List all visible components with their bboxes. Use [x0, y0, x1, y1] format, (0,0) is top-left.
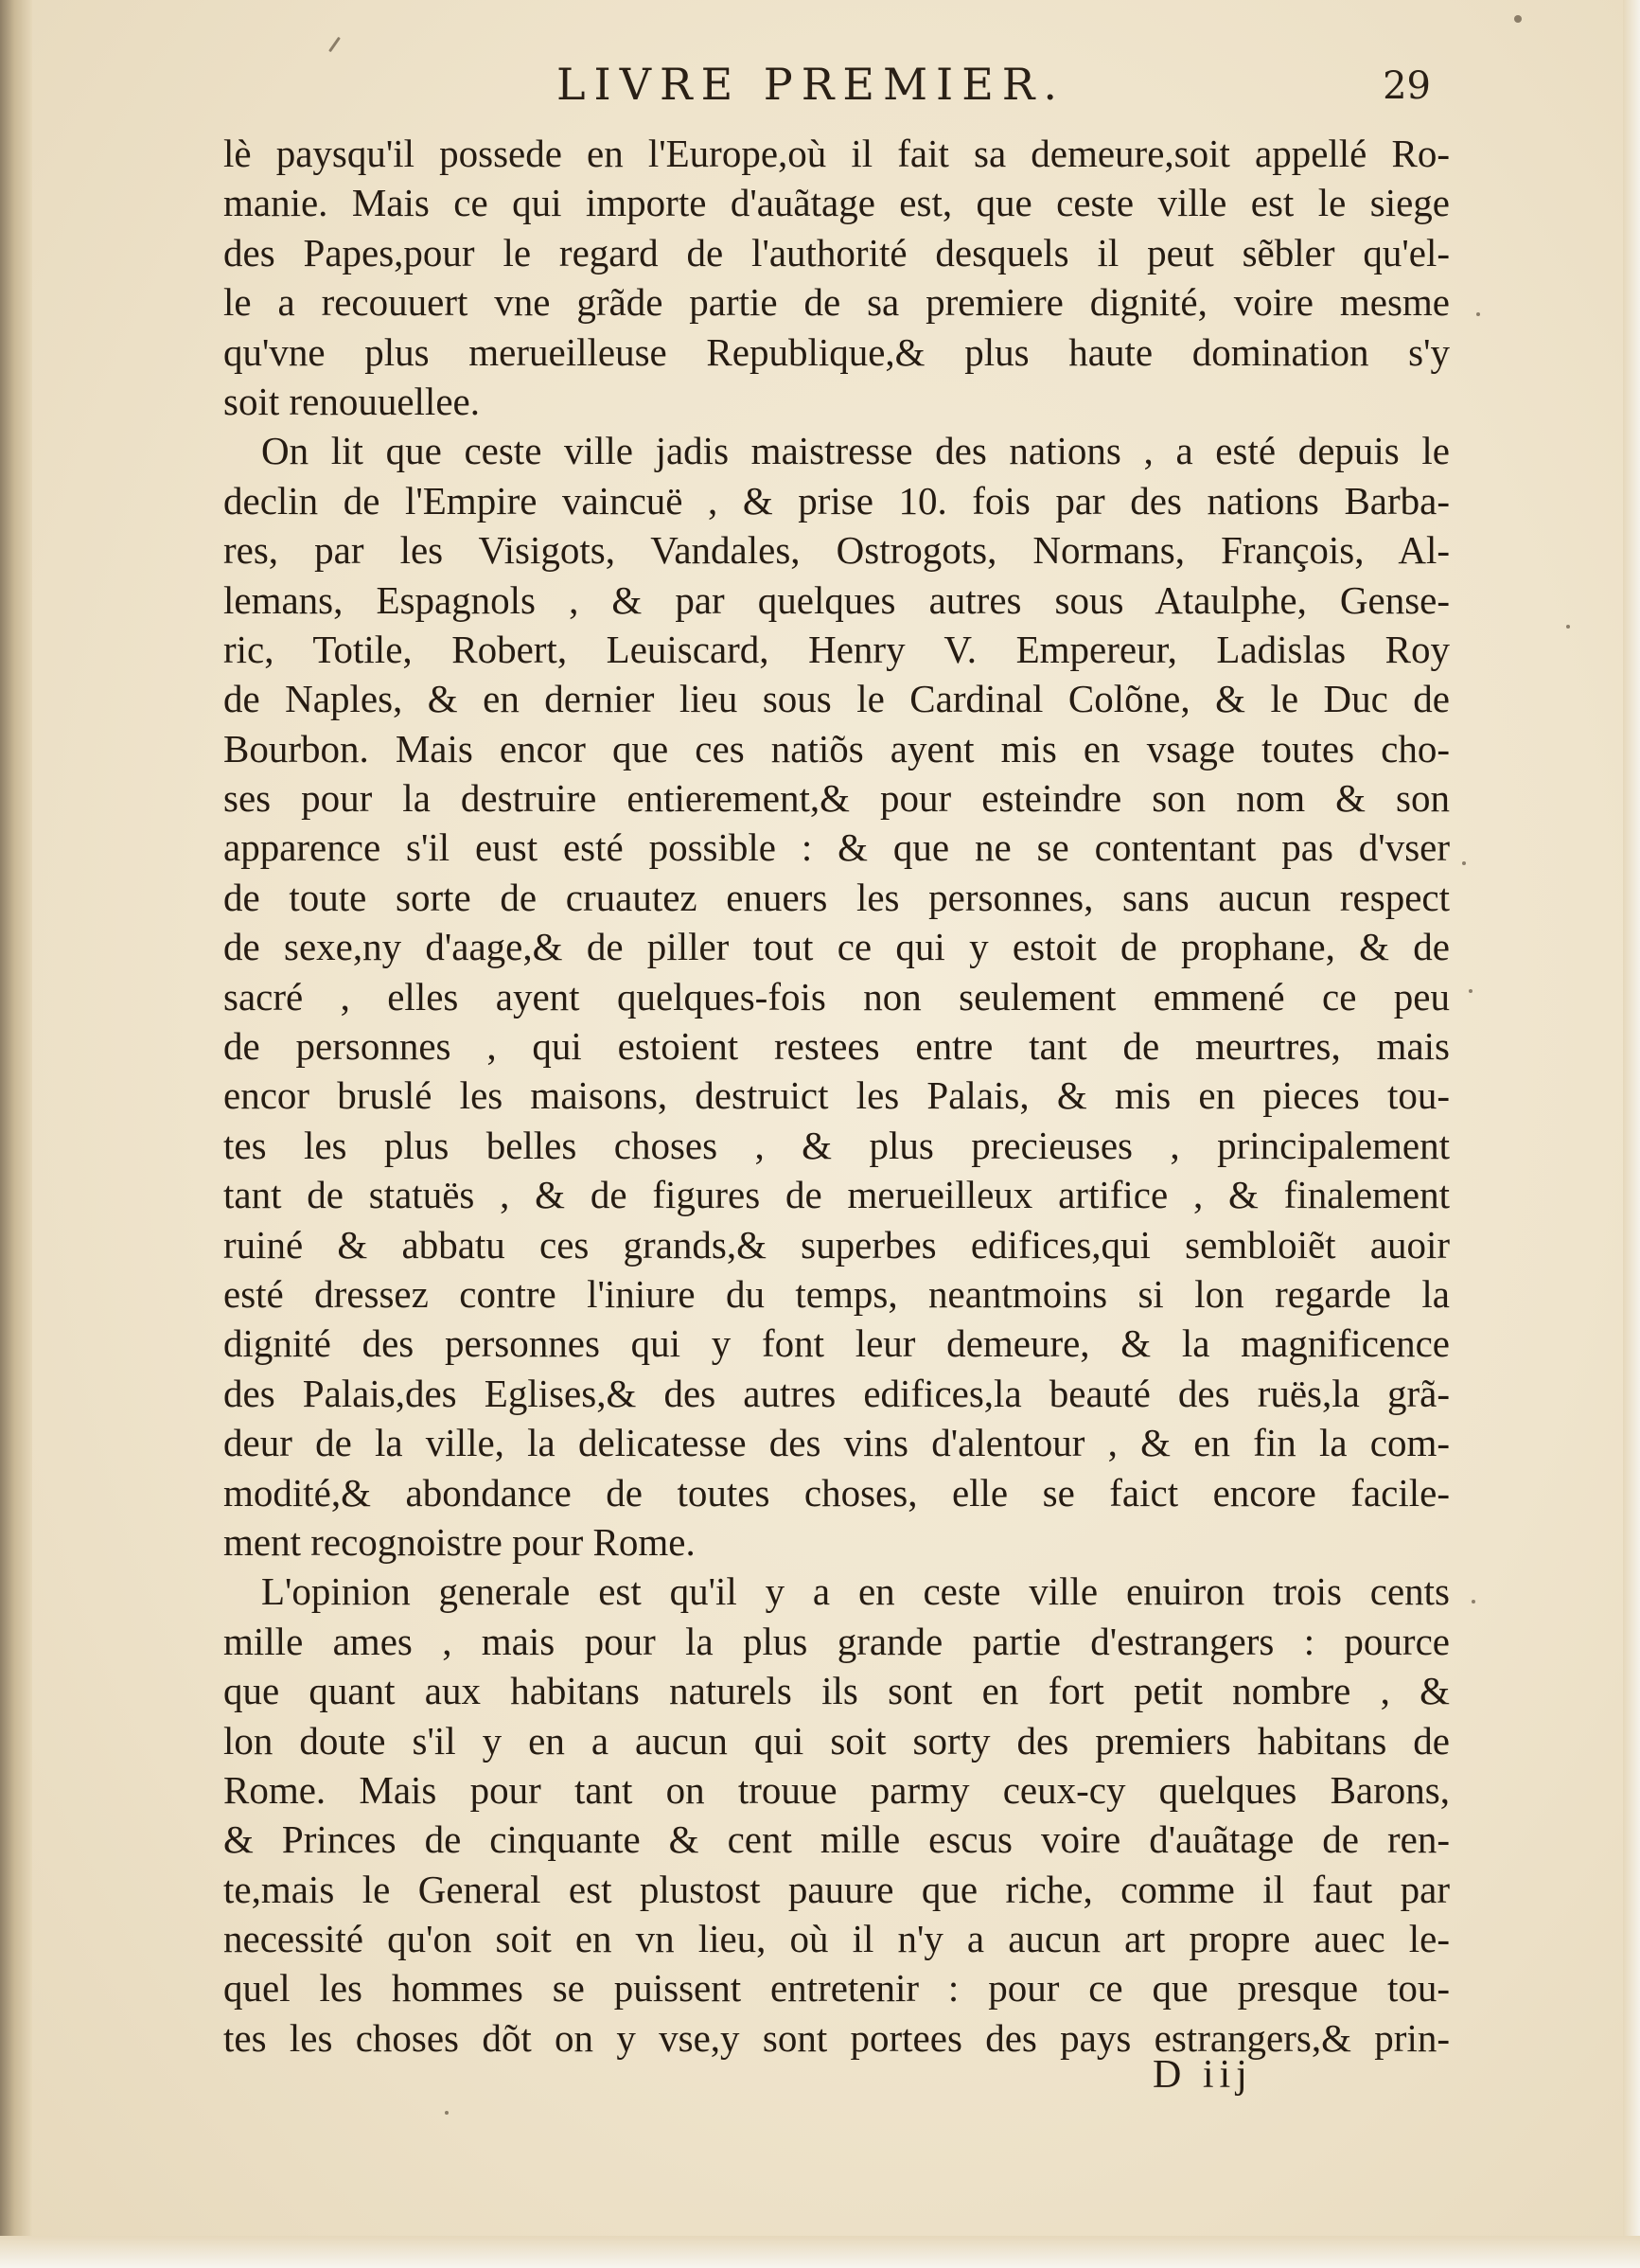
binding-gutter	[0, 0, 32, 2268]
signature-mark: D iij	[1153, 2053, 1253, 2097]
running-title: LIVRE PREMIER.	[556, 59, 1067, 110]
text-line: tes les choses dõt on y vse,y sont portees des pays estrangers,& prin-	[223, 2015, 1450, 2060]
text-line: res, par les Visigots, Vandales, Ostrogots, Normans, François, Al-	[223, 528, 1450, 573]
paragraph-start-line: L'opinion generale est qu'il y a en ceste ville enuiron trois cents	[261, 1569, 1450, 1614]
text-line: lon doute s'il y en a aucun qui soit sorty des premiers habitans de	[223, 1718, 1450, 1763]
text-line: qu'vne plus merueilleuse Republique,& plus haute domination s'y	[223, 329, 1450, 374]
text-line: mille ames , mais pour la plus grande partie d'estrangers : pource	[223, 1619, 1450, 1663]
text-line: declin de l'Empire vaincuë , & prise 10. fois par des nations Barba-	[223, 478, 1450, 523]
text-line: encor bruslé les maisons, destruict les Palais, & mis en pieces tou-	[223, 1073, 1450, 1118]
text-line: ruiné & abbatu ces grands,& superbes edifices,qui sembloiẽt auoir	[223, 1222, 1450, 1267]
page-bottom-edge	[0, 2236, 1640, 2268]
body-text	[223, 129, 1450, 2063]
text-line: Rome. Mais pour tant on trouue parmy ceux-cy quelques Barons,	[223, 1767, 1450, 1812]
text-line: tes les plus belles choses , & plus precieuses , principalement	[223, 1123, 1450, 1167]
text-line: lè paysqu'il possede en l'Europe,où il fait sa demeure,soit appellé Ro-	[223, 132, 1450, 175]
text-line: ric, Totile, Robert, Leuiscard, Henry V. Empereur, Ladislas Roy	[223, 627, 1450, 671]
text-line: quel les hommes se puissent entretenir : pour ce que presque tou-	[223, 1966, 1450, 2011]
text-line: & Princes de cinquante & cent mille escus voire d'auãtage de ren-	[223, 1817, 1450, 1862]
text-line: de sexe,ny d'aage,& de piller tout ce qui y estoit de prophane, & de	[223, 925, 1450, 969]
text-line: apparence s'il eust esté possible : & que ne se contentant pas d'vser	[223, 825, 1450, 870]
text-line: deur de la ville, la delicatesse des vins d'alentour , & en fin la com-	[223, 1421, 1450, 1465]
paragraph-start-line: On lit que ceste ville jadis maistresse des nations , a esté depuis le	[261, 429, 1450, 473]
text-line: des Palais,des Eglises,& des autres edifices,la beauté des ruës,la grã-	[223, 1371, 1450, 1415]
page-number: 29	[1383, 64, 1431, 108]
text-line: manie. Mais ce qui importe d'auãtage est, que ceste ville est le siege	[223, 181, 1450, 225]
text-line: des Papes,pour le regard de l'authorité desquels il peut sẽbler qu'el-	[223, 230, 1450, 275]
text-line: sacré , elles ayent quelques-fois non seulement emmené ce peu	[223, 974, 1450, 1019]
text-line: de personnes , qui estoient restees entre tant de meurtres, mais	[223, 1024, 1450, 1069]
text-line: modité,& abondance de toutes choses, elle se faict encore facile-	[223, 1470, 1450, 1515]
text-line: dignité des personnes qui y font leur demeure, & la magnificence	[223, 1321, 1450, 1366]
text-line: esté dressez contre l'iniure du temps, neantmoins si lon regarde la	[223, 1271, 1450, 1316]
text-line: Bourbon. Mais encor que ces natiõs ayent mis en vsage toutes cho-	[223, 726, 1450, 771]
text-line: que quant aux habitans naturels ils sont en fort petit nombre , &	[223, 1669, 1450, 1713]
text-line: de Naples, & en dernier lieu sous le Cardinal Colõne, & le Duc de	[223, 677, 1450, 721]
text-line: tant de statuës , & de figures de merueilleux artifice , & finalement	[223, 1173, 1450, 1217]
text-line: lemans, Espagnols , & par quelques autres sous Ataulphe, Gense-	[223, 577, 1450, 622]
page-right-edge	[1623, 0, 1640, 2268]
page-header	[223, 55, 1450, 121]
text-line: le a recouuert vne grãde partie de sa premiere dignité, voire mesme	[223, 280, 1450, 325]
text-line: de toute sorte de cruautez enuers les personnes, sans aucun respect	[223, 875, 1450, 919]
text-line: necessité qu'on soit en vn lieu, où il n'y a aucun art propre auec le-	[223, 1917, 1450, 1961]
text-line: soit renouuellee.	[223, 379, 480, 423]
text-line: ses pour la destruire entierement,& pour esteindre son nom & son	[223, 776, 1450, 821]
text-line: te,mais le General est plustost pauure que riche, comme il faut par	[223, 1867, 1450, 1911]
text-line: ment recognoistre pour Rome.	[223, 1519, 696, 1564]
